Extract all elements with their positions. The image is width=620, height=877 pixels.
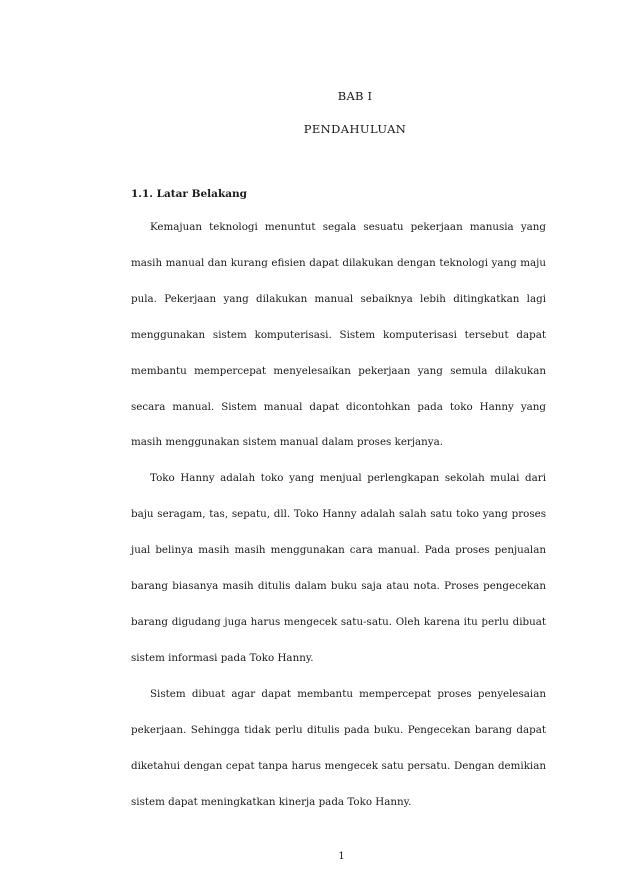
section-heading: 1.1. Latar Belakang	[131, 188, 248, 200]
page-number: 1	[338, 851, 345, 862]
paragraph-2: Toko Hanny adalah toko yang menjual perlengkapan sekolah mulai dari baju seragam, tas, sepatu, dll. Toko Hanny adalah salah satu toko yang proses jual belinya masih masih menggunakan cara manual. Pada proses penjualan barang biasanya masih ditulis dalam buku saja atau nota. Proses pengecekan barang digudang juga harus mengecek satu-satu. Oleh karena itu perlu dibuat sistem informasi pada Toko Hanny.	[131, 472, 546, 664]
paragraph-3: Sistem dibuat agar dapat membantu mempercepat proses penyelesaian pekerjaan. Sehingga tidak perlu ditulis pada buku. Pengecekan barang dapat diketahui dengan cepat tanpa harus mengecek satu persatu. Dengan demikian sistem dapat meningkatkan kinerja pada Toko Hanny.	[131, 687, 546, 808]
body-text	[131, 210, 546, 820]
chapter-number: BAB I	[337, 89, 373, 103]
paragraph-1: Kemajuan teknologi menuntut segala sesuatu pekerjaan manusia yang masih manual dan kurang efisien dapat dilakukan dengan teknologi yang maju pula. Pekerjaan yang dilakukan manual sebaiknya lebih ditingkatkan lagi menggunakan sistem komputerisasi. Sistem komputerisasi tersebut dapat membantu mempercepat menyelesaikan pekerjaan yang semula dilakukan secara manual. Sistem manual dapat dicontohkan pada toko Hanny yang masih menggunakan sistem manual dalam proses kerjanya.	[131, 221, 546, 449]
chapter-title: PENDAHULUAN	[303, 122, 407, 136]
